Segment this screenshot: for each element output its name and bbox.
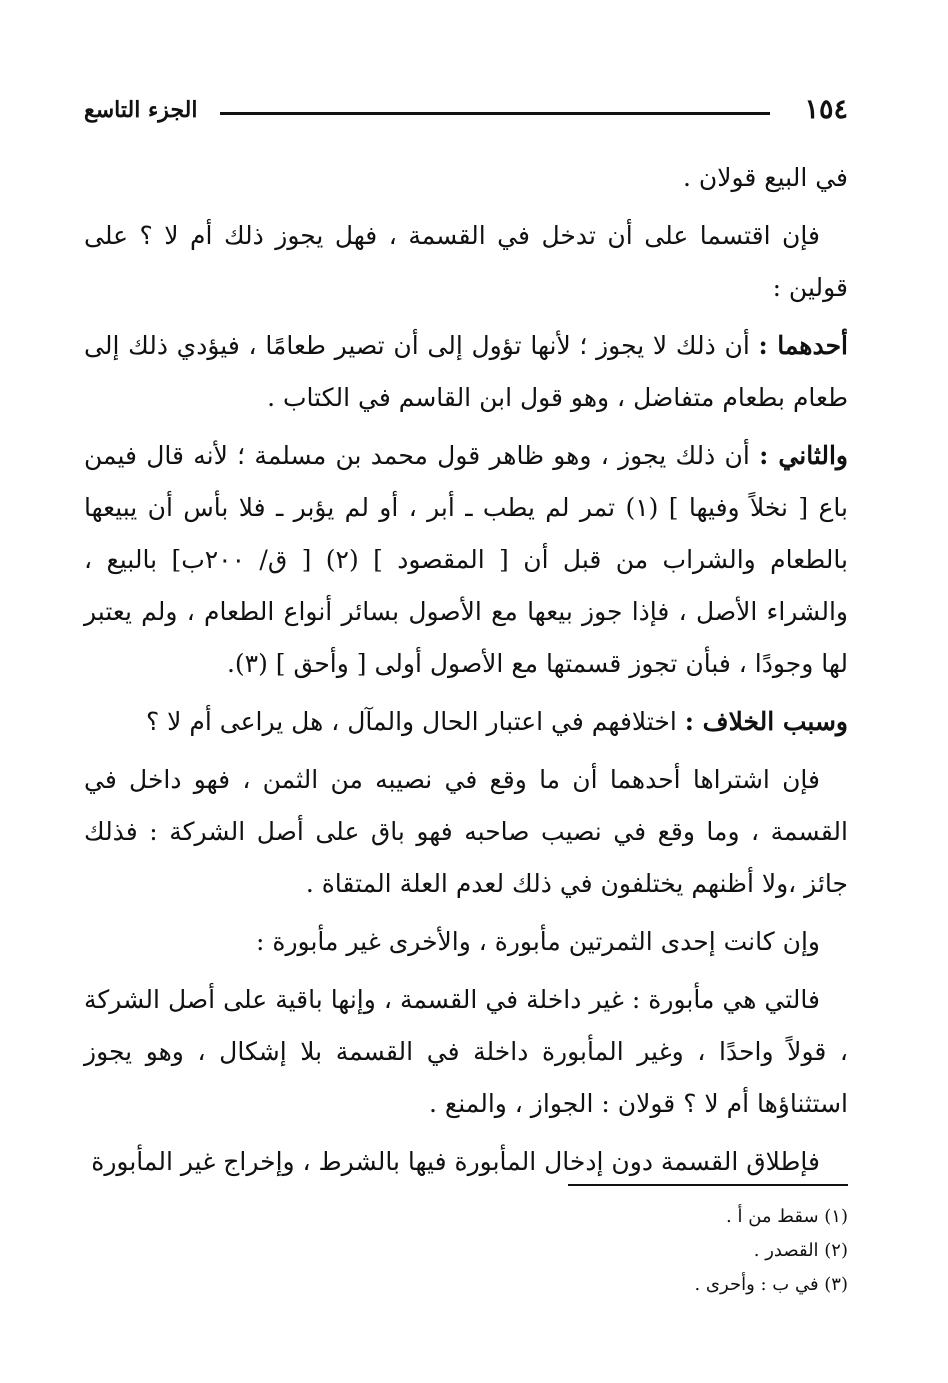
paragraph-text: فإن اشتراها أحدهما أن ما وقع في نصيبه من الثمن ، فهو داخل في القسمة ، وما وقع في نصيب صاحبه فهو باق على أصل الشركة : فذلك جائز ،ولا أظنهم يختلفون في ذلك لعدم العلة المتقاة . <box>84 765 848 898</box>
paragraph-text: فإن اقتسما على أن تدخل في القسمة ، فهل يجوز ذلك أم لا ؟ على قولين : <box>84 221 848 302</box>
paragraph <box>84 210 848 314</box>
paragraph-lead: أحدهما : <box>758 331 848 360</box>
paragraph <box>84 320 848 424</box>
paragraph-lead: وسبب الخلاف : <box>684 707 848 736</box>
paragraph-lead: والثاني : <box>759 441 849 470</box>
page-header <box>84 90 848 130</box>
running-title: الجزء التاسع <box>84 97 198 123</box>
paragraph <box>84 974 848 1130</box>
footnote: (٢) القصدر . <box>753 1240 848 1261</box>
footnotes <box>84 1200 848 1302</box>
page-number: ١٥٤ <box>804 94 848 125</box>
paragraph-text: اختلافهم في اعتبار الحال والمآل ، هل يراعى أم لا ؟ <box>145 707 685 736</box>
paragraph <box>84 916 848 968</box>
footnote: (٣) في ب : وأحرى . <box>694 1274 848 1295</box>
header-rule <box>220 112 770 115</box>
paragraph-text: وإن كانت إحدى الثمرتين مأبورة ، والأخرى غير مأبورة : <box>255 927 820 956</box>
paragraph-text: أن ذلك لا يجوز ؛ لأنها تؤول إلى أن تصير طعامًا ، فيؤدي ذلك إلى طعام بطعام متفاضل ، وهو قول ابن القاسم في الكتاب . <box>84 331 848 412</box>
paragraph <box>84 430 848 690</box>
main-text <box>84 152 848 1194</box>
paragraph-text: فالتي هي مأبورة : غير داخلة في القسمة ، وإنها باقية على أصل الشركة ، قولاً واحدًا ، وغير المأبورة داخلة في القسمة بلا إشكال ، وهو يجوز استثناؤها أم لا ؟ قولان : الجواز ، والمنع . <box>84 985 848 1118</box>
paragraph <box>84 754 848 910</box>
paragraph-text: فإطلاق القسمة دون إدخال المأبورة فيها بالشرط ، وإخراج غير المأبورة <box>91 1147 820 1176</box>
paragraph <box>84 152 848 204</box>
footnote: (١) سقط من أ . <box>726 1206 848 1227</box>
paragraph-text: أن ذلك يجوز ، وهو ظاهر قول محمد بن مسلمة ؛ لأنه قال فيمن باع [ نخلاً وفيها ] (١) تمر لم يطب ـ أبر ، أو لم يؤبر ـ فلا بأس أن يبيعها بالطعام والشراب من قبل أن [ المقصود ] (٢) [ ق/ ٢٠٠ب] بالبيع ، والشراء الأصل ، فإذا جوز بيعها مع الأصول بسائر أنواع الطعام ، ولم يعتبر لها وجودًا ، فبأن تجوز قسمتها مع الأصول أولى [ وأحق ] (٣). <box>84 441 849 678</box>
paragraph-text: في البيع قولان . <box>682 163 848 192</box>
footnotes-separator <box>568 1184 848 1186</box>
paragraph <box>84 696 848 748</box>
paragraph <box>84 1136 848 1188</box>
